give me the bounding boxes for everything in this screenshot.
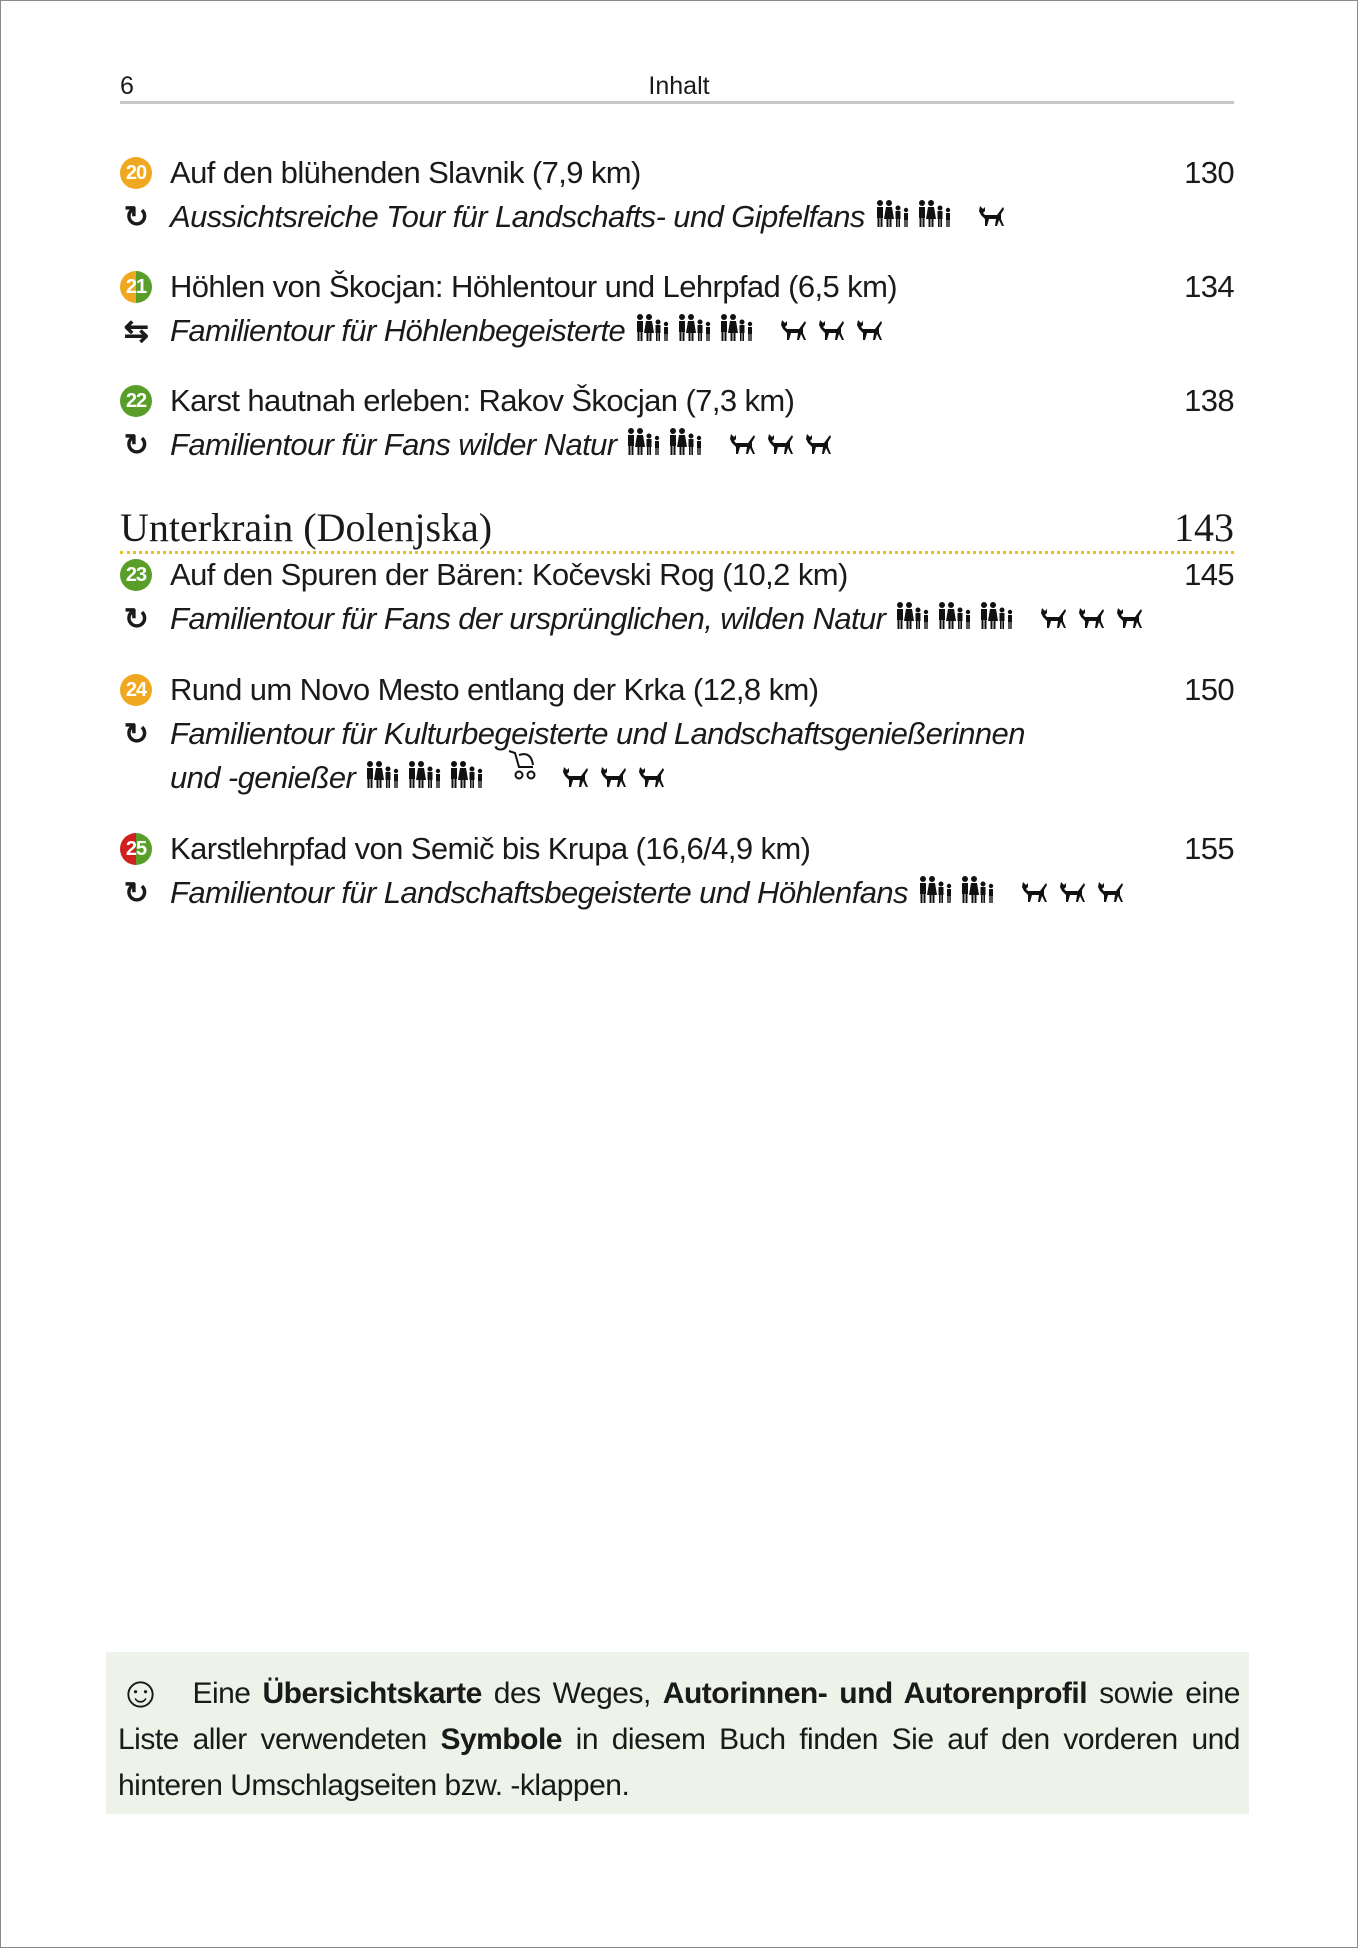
- page-ref[interactable]: 155: [1184, 831, 1234, 866]
- toc-entry-22[interactable]: [120, 379, 1234, 467]
- dog-icon: [1115, 601, 1145, 637]
- tour-subtitle: Familientour für Kulturbegeisterte und Landschaftsgenießerinnen: [170, 716, 1025, 751]
- dog-icon: [1077, 601, 1107, 637]
- smiley-icon: ☺: [118, 1668, 163, 1717]
- tour-number-badge: 22: [120, 385, 152, 417]
- dog-icon: [599, 760, 629, 796]
- family-icon: [960, 875, 998, 911]
- tour-number-badge: 23: [120, 559, 152, 591]
- family-icon: [407, 760, 445, 796]
- info-box: [106, 1652, 1249, 1814]
- toc-entry-23[interactable]: [120, 553, 1234, 641]
- family-icon: [917, 199, 955, 235]
- stroller-icon: [505, 747, 539, 789]
- tour-title[interactable]: Auf den Spuren der Bären: Kočevski Rog (10,2 km): [170, 557, 848, 592]
- tour-subtitle-cont: und -genießer: [170, 760, 356, 795]
- toc-entry-20[interactable]: [120, 151, 1234, 239]
- suitability-icons: [626, 427, 834, 463]
- loop-icon: ↻: [123, 602, 149, 636]
- dog-icon: [779, 313, 809, 349]
- dog-icon: [637, 760, 667, 796]
- family-icon: [626, 427, 664, 463]
- suitability-icons: [365, 757, 667, 799]
- tour-number-badge: 25: [120, 833, 152, 865]
- tour-subtitle: Familientour für Höhlenbegeisterte: [170, 313, 626, 348]
- tour-title[interactable]: Karstlehrpfad von Semič bis Krupa (16,6/4,9 km): [170, 831, 811, 866]
- family-icon: [719, 313, 757, 349]
- family-icon: [979, 601, 1017, 637]
- tour-number-badge: 21: [120, 271, 152, 303]
- family-icon: [937, 601, 975, 637]
- suitability-icons: [895, 601, 1145, 637]
- running-header: Inhalt: [648, 72, 710, 100]
- toc-entry-24[interactable]: [120, 668, 1234, 800]
- page-number: 6: [120, 72, 134, 100]
- family-icon: [895, 601, 933, 637]
- family-icon: [668, 427, 706, 463]
- dog-icon: [817, 313, 847, 349]
- suitability-icons: [635, 313, 885, 349]
- tour-title[interactable]: Höhlen von Škocjan: Höhlentour und Lehrpfad (6,5 km): [170, 269, 898, 304]
- page-ref[interactable]: 130: [1184, 155, 1234, 190]
- section-title: Unterkrain (Dolenjska): [120, 505, 493, 550]
- suitability-icons: [875, 199, 1007, 235]
- tour-subtitle: Familientour für Fans wilder Natur: [170, 427, 617, 462]
- tour-number-badge: 24: [120, 674, 152, 706]
- info-text: ☺ Eine Übersichtskarte des Weges, Autorinnen- und Autorenprofil sowie eine Liste aller verwendeten Symbole in diesem Buch finden Sie auf den vorderen und hinteren Umschlagseiten bzw. -klappen.: [118, 1668, 1240, 1802]
- toc-entry-25[interactable]: [120, 827, 1234, 915]
- tour-title[interactable]: Auf den blühenden Slavnik (7,9 km): [170, 155, 641, 190]
- dog-icon: [1039, 601, 1069, 637]
- dog-icon: [1096, 875, 1126, 911]
- tour-subtitle: Familientour für Landschaftsbegeisterte und Höhlenfans: [170, 875, 908, 910]
- toc-entry-21[interactable]: [120, 265, 1234, 353]
- family-icon: [918, 875, 956, 911]
- tour-subtitle: Aussichtsreiche Tour für Landschafts- und Gipfelfans: [170, 199, 865, 234]
- family-icon: [365, 760, 403, 796]
- dog-icon: [804, 427, 834, 463]
- section-page: 143: [1174, 505, 1234, 550]
- loop-icon: ↻: [123, 876, 149, 910]
- dog-icon: [977, 199, 1007, 235]
- page-ref[interactable]: 138: [1184, 383, 1234, 418]
- family-icon: [449, 760, 487, 796]
- tour-number-badge: 20: [120, 157, 152, 189]
- loop-icon: ↻: [123, 428, 149, 462]
- page-ref[interactable]: 150: [1184, 672, 1234, 707]
- header-rule: [120, 101, 1234, 104]
- family-icon: [635, 313, 673, 349]
- page-ref[interactable]: 145: [1184, 557, 1234, 592]
- dog-icon: [766, 427, 796, 463]
- loop-icon: ↻: [123, 717, 149, 751]
- suitability-icons: [918, 875, 1126, 911]
- family-icon: [875, 199, 913, 235]
- tour-title[interactable]: Rund um Novo Mesto entlang der Krka (12,8 km): [170, 672, 819, 707]
- page-ref[interactable]: 134: [1184, 269, 1234, 304]
- section-heading: [120, 505, 1234, 554]
- family-icon: [677, 313, 715, 349]
- dog-icon: [561, 760, 591, 796]
- dog-icon: [728, 427, 758, 463]
- tour-subtitle: Familientour für Fans der ursprünglichen, wilden Natur: [170, 601, 886, 636]
- dog-icon: [1020, 875, 1050, 911]
- return-icon: ⇆: [123, 314, 149, 348]
- loop-icon: ↻: [123, 200, 149, 234]
- dog-icon: [855, 313, 885, 349]
- tour-title[interactable]: Karst hautnah erleben: Rakov Škocjan (7,3 km): [170, 383, 795, 418]
- dog-icon: [1058, 875, 1088, 911]
